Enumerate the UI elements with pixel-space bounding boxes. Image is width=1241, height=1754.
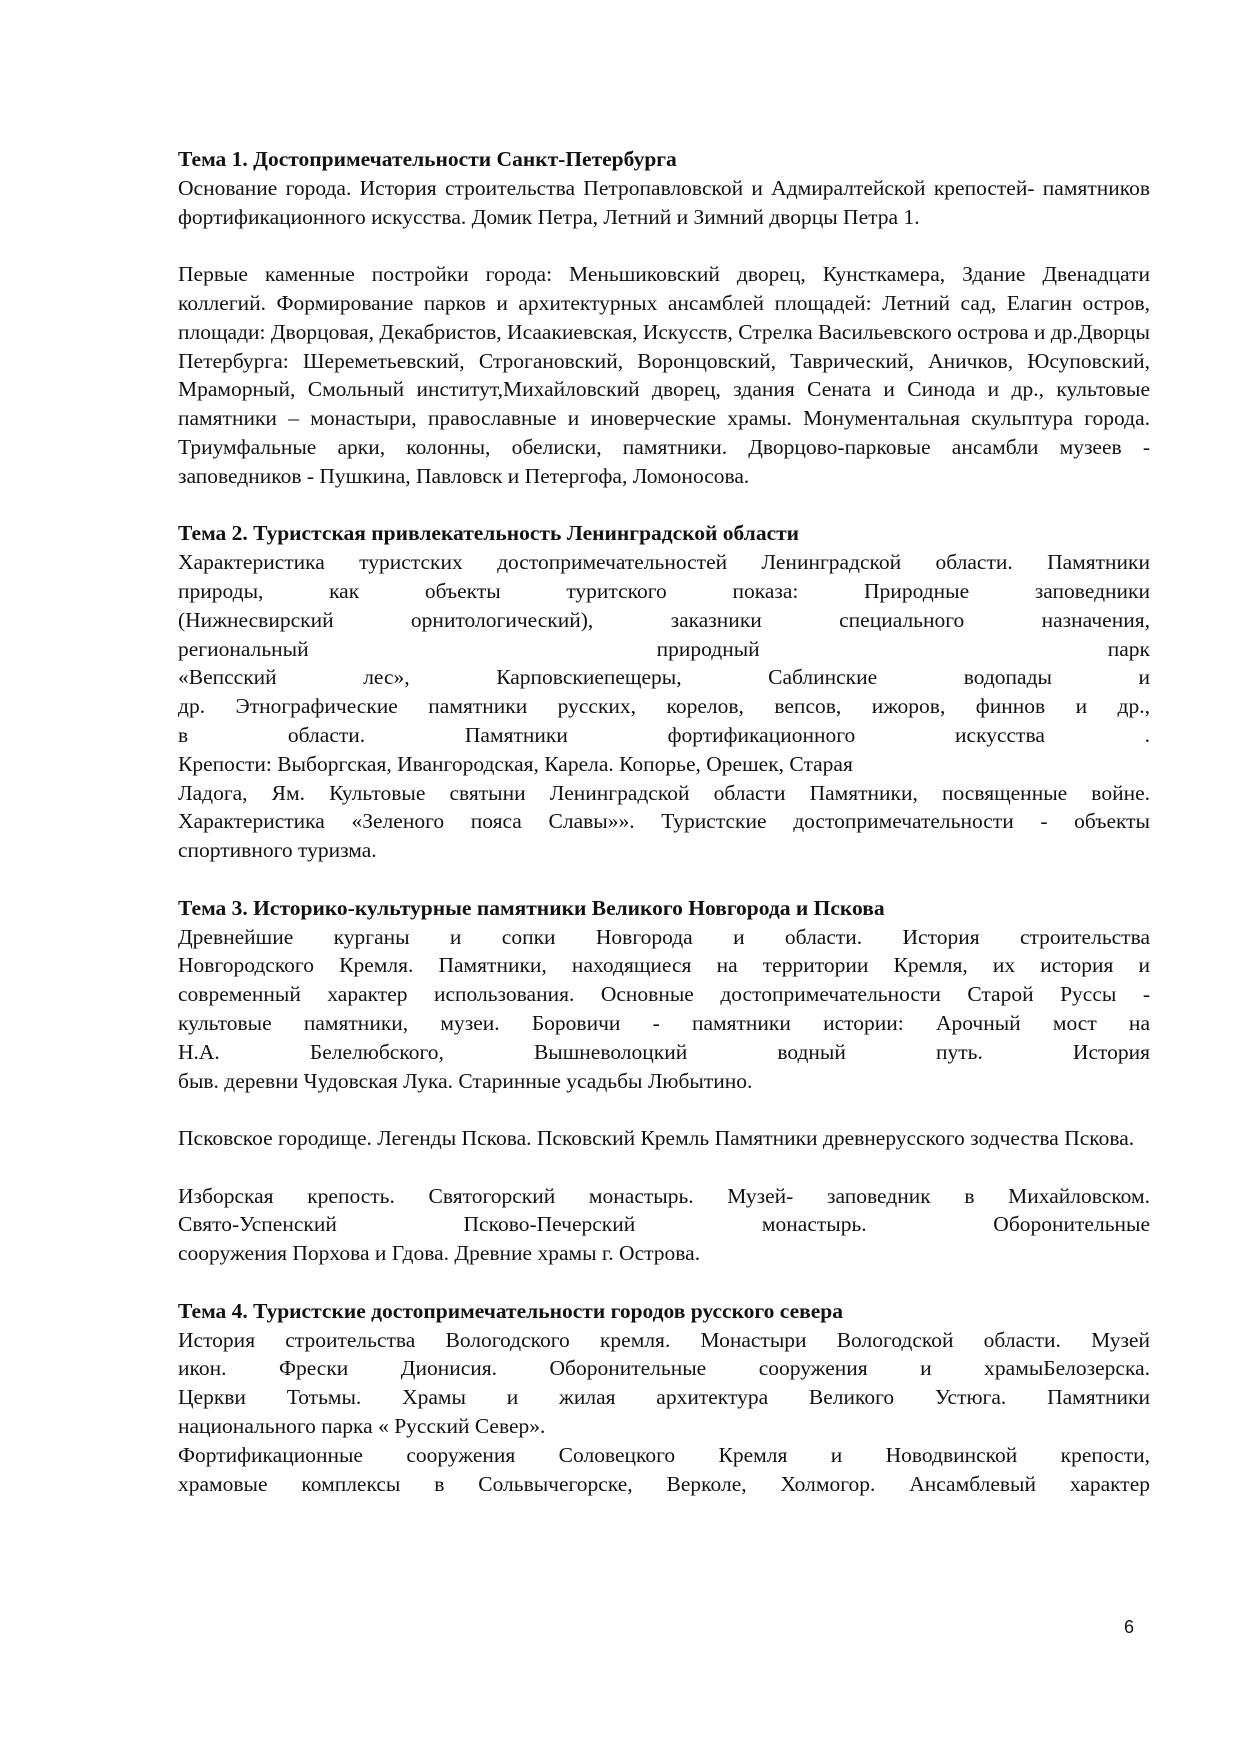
paragraph-gap xyxy=(178,1268,1150,1297)
text-line: региональный природный парк xyxy=(178,636,1150,661)
paragraph-gap xyxy=(178,1153,1150,1182)
text-line: Новгородского Кремля. Памятники, находящиеся на территории Кремля, их история и xyxy=(178,953,1150,978)
text-line: сооружения Порхова и Гдова. Древние храмы г. Острова. xyxy=(178,1241,701,1266)
text-line: культовые памятники, музеи. Боровичи - памятники истории: Арочный мост на xyxy=(178,1010,1150,1035)
text-line: Характеристика туристских достопримечательностей Ленинградской области. Памятники xyxy=(178,550,1150,575)
text-line: храмовые комплексы в Сольвычегорске, Верколе, Холмогор. Ансамблевый характер xyxy=(178,1471,1150,1496)
text-line: Фортификационные сооружения Соловецкого Кремля и Новодвинской крепости, xyxy=(178,1442,1150,1467)
topic-1-paragraph-2: Первые каменные постройки города: Меньшиковский дворец, Кунсткамера, Здание Двенадцати коллегий. Формирование парков и архитектурных ансамблей площадей: Летний сад, Елагин остров, площади: Дворцовая, Декабристов, Исаакиевская, Искусств, Стрелка Васильевского острова и др.Дворцы Петербурга: Шереметьевский, Строгановский, Воронцовский, Таврический, Аничков, Юсуповский, Мраморный, Смольный институт,Михайловский дворец, здания Сената и Синода и др., культовые памятники – монастыри, православные и иноверческие храмы. Монументальная скульптура города. Триумфальные арки, колонны, обелиски, памятники. Дворцово-парковые ансамбли музеев - заповедников - Пушкина, Павловск и Петергофа, Ломоносова. xyxy=(178,262,1150,488)
paragraph-gap xyxy=(178,491,1150,520)
text-line: Н.А. Белелюбского, Вышневолоцкий водный путь. История xyxy=(178,1039,1150,1064)
paragraph-gap xyxy=(178,1095,1150,1124)
topic-1-paragraph-1: Основание города. История строительства Петропавловской и Адмиралтейской крепостей- памятников фортификационного искусства. Домик Петра, Летний и Зимний дворцы Петра 1. xyxy=(178,175,1150,229)
text-line: Характеристика «Зеленого пояса Славы»». Туристские достопримечательности - объекты xyxy=(178,809,1150,834)
topic-3-paragraph-1 xyxy=(178,923,1150,1096)
text-line: Свято-Успенский Псково-Печерский монастырь. Оборонительные xyxy=(178,1212,1150,1237)
text-line: быв. деревни Чудовская Лука. Старинные усадьбы Любытино. xyxy=(178,1068,753,1093)
text-line: Церкви Тотьмы. Храмы и жилая архитектура Великого Устюга. Памятники xyxy=(178,1385,1150,1410)
text-line: природы, как объекты туритского показа: Природные заповедники xyxy=(178,578,1150,603)
text-line: «Вепсский лес», Карповскиепещеры, Саблинские водопады и xyxy=(178,665,1150,690)
topic-1-heading: Тема 1. Достопримечательности Санкт-Петербурга xyxy=(178,147,677,171)
paragraph-gap xyxy=(178,231,1150,260)
text-line: Изборская крепость. Святогорский монастырь. Музей- заповедник в Михайловском. xyxy=(178,1183,1150,1208)
page-number: 6 xyxy=(1124,1617,1135,1637)
text-line: Ладога, Ям. Культовые святыни Ленинградской области Памятники, посвященные войне. xyxy=(178,780,1150,805)
text-line: в области. Памятники фортификационного искусства . xyxy=(178,722,1150,747)
text-line: современный характер использования. Основные достопримечательности Старой Руссы - xyxy=(178,982,1150,1007)
topic-2-heading: Тема 2. Туристская привлекательность Ленинградской области xyxy=(178,521,800,546)
paragraph-gap xyxy=(178,865,1150,894)
topic-3-paragraph-2: Псковское городище. Легенды Пскова. Псковский Кремль Памятники древнерусского зодчества Пскова. xyxy=(178,1126,1135,1151)
topic-4-heading: Тема 4. Туристские достопримечательности городов русского севера xyxy=(178,1298,843,1323)
text-line: История строительства Вологодского кремля. Монастыри Вологодской области. Музей xyxy=(178,1327,1150,1352)
text-line: Древнейшие курганы и сопки Новгорода и области. История строительства xyxy=(178,924,1150,949)
topic-3-heading: Тема 3. Историко-культурные памятники Великого Новгорода и Пскова xyxy=(178,895,885,920)
text-line: национального парка « Русский Север». xyxy=(178,1414,546,1439)
topic-3-paragraph-3 xyxy=(178,1182,1150,1268)
text-line: икон. Фрески Дионисия. Оборонительные сооружения и храмыБелозерска. xyxy=(178,1356,1150,1381)
document-page xyxy=(178,145,1150,1498)
text-line: спортивного туризма. xyxy=(178,838,377,863)
topic-2-paragraph xyxy=(178,548,1150,865)
topic-4-paragraph xyxy=(178,1326,1150,1499)
text-line: др. Этнографические памятники русских, корелов, вепсов, ижоров, финнов и др., xyxy=(178,694,1150,719)
text-line: (Нижнесвирский орнитологический), заказники специального назначения, xyxy=(178,607,1150,632)
text-line: Крепости: Выборгская, Ивангородская, Карела. Копорье, Орешек, Старая xyxy=(178,751,853,776)
